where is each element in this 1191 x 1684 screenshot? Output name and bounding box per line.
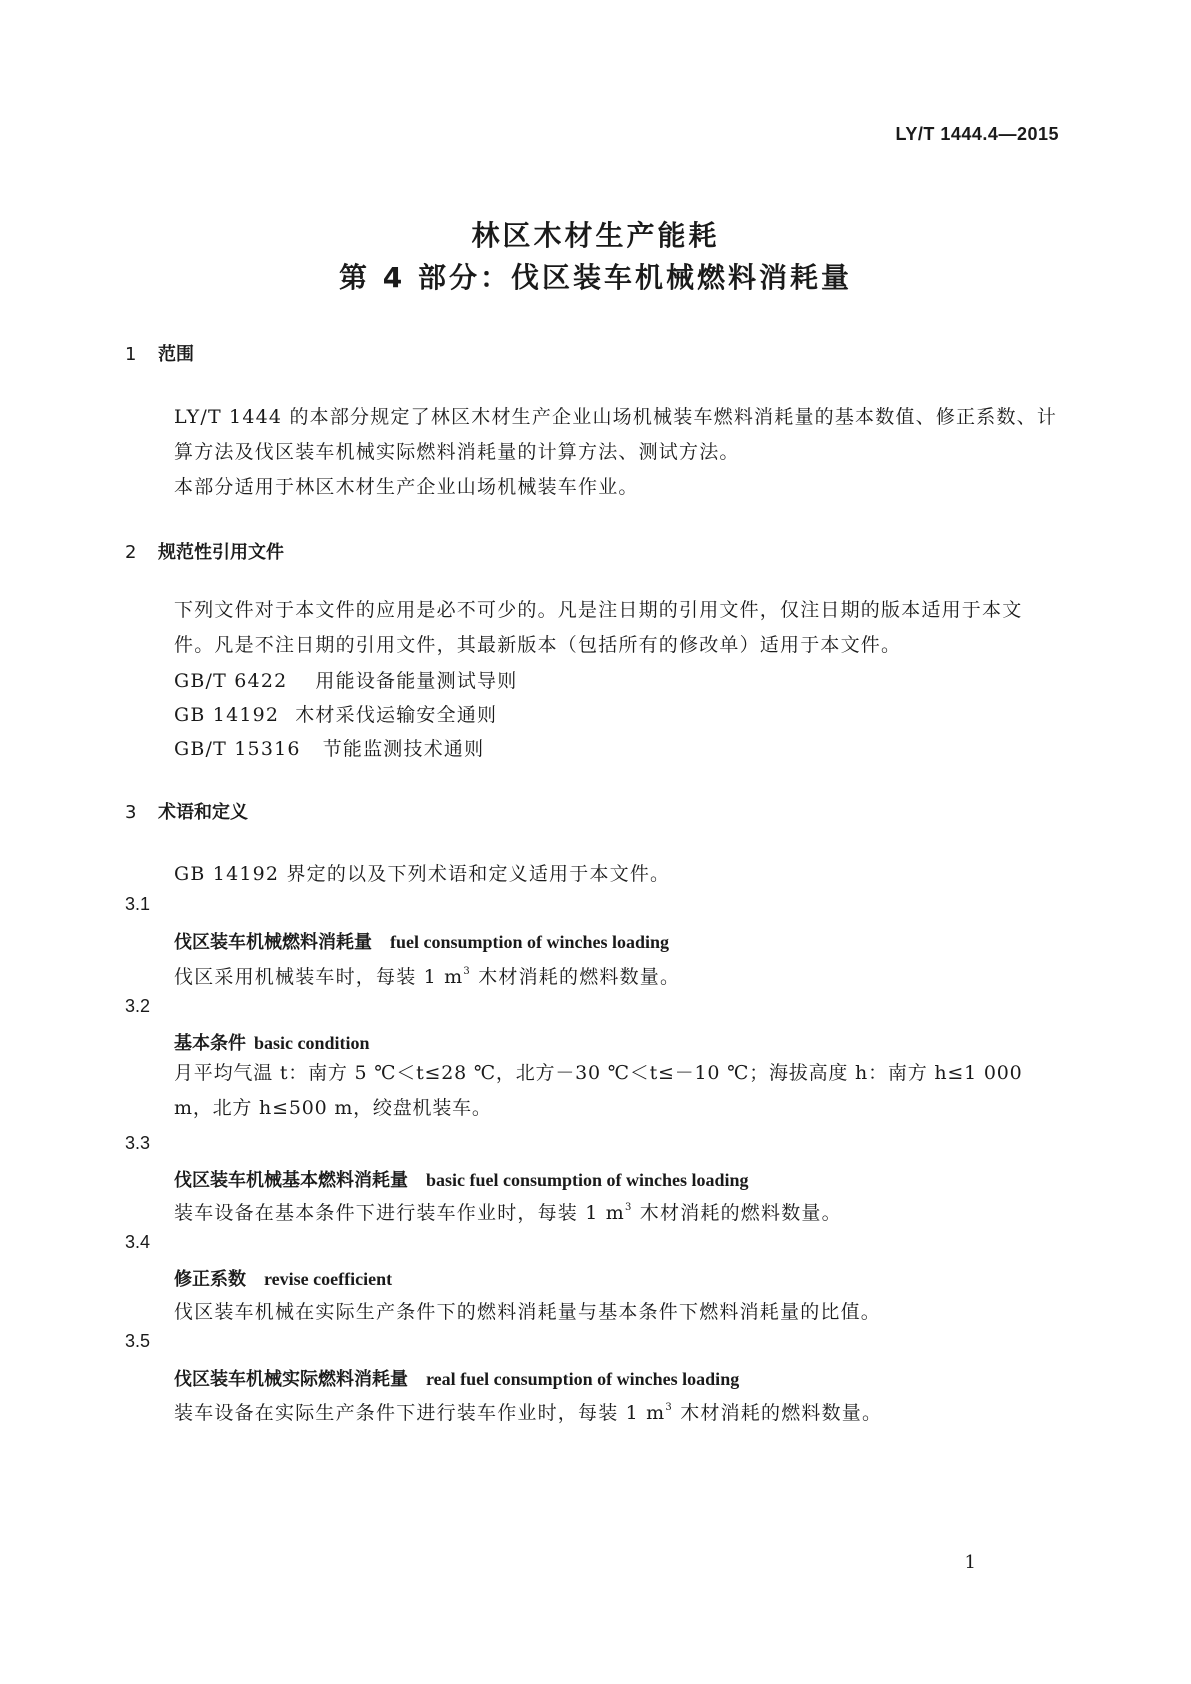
section-3-heading xyxy=(125,798,248,824)
term-zh: 伐区装车机械基本燃料消耗量 xyxy=(174,1170,408,1191)
term-en: basic condition xyxy=(254,1033,370,1053)
section-1-paragraph-1 xyxy=(130,400,1060,470)
standard-number: LY/T 1444.4—2015 xyxy=(895,124,1059,144)
superscript: 3 xyxy=(665,1402,673,1413)
paragraph-text: LY/T 1444 的本部分规定了林区木材生产企业山场机械装车燃料消耗量的基本数值、修正系数、计算方法及伐区装车机械实际燃料消耗量的计算方法、测试方法。 xyxy=(174,406,1058,463)
section-title: 规范性引用文件 xyxy=(158,542,284,563)
reference-title: 节能监测技术通则 xyxy=(322,738,485,760)
term-definition: 伐区装车机械在实际生产条件下的燃料消耗量与基本条件下燃料消耗量的比值。 xyxy=(174,1301,882,1323)
term-heading xyxy=(174,1265,392,1291)
section-title: 范围 xyxy=(158,344,194,365)
normative-reference xyxy=(174,734,484,761)
term-number: 3.2 xyxy=(125,996,151,1016)
definition-text: 伐区采用机械装车时，每装 1 m xyxy=(174,966,464,988)
superscript: 3 xyxy=(625,1202,633,1213)
term-heading xyxy=(174,1365,739,1391)
superscript: 3 xyxy=(463,966,471,977)
reference-code: GB/T 15316 xyxy=(174,738,301,760)
reference-code: GB/T 6422 xyxy=(174,670,288,692)
page-number: 1 xyxy=(964,1552,976,1573)
section-number: 2 xyxy=(125,542,137,563)
document-title-line1: 林区木材生产能耗 xyxy=(471,219,720,252)
term-en: basic fuel consumption of winches loading xyxy=(426,1170,749,1190)
term-number: 3.5 xyxy=(125,1331,151,1351)
definition-text: 装车设备在实际生产条件下进行装车作业时，每装 1 m xyxy=(174,1402,666,1424)
term-definition xyxy=(174,1198,842,1225)
section-number: 3 xyxy=(125,802,137,823)
term-en: real fuel consumption of winches loading xyxy=(426,1369,740,1389)
normative-reference xyxy=(174,700,497,727)
section-1-paragraph-2: 本部分适用于林区木材生产企业山场机械装车作业。 xyxy=(174,476,639,498)
section-3-intro: GB 14192 界定的以及下列术语和定义适用于本文件。 xyxy=(174,863,671,885)
term-zh: 伐区装车机械实际燃料消耗量 xyxy=(174,1369,408,1390)
definition-text: 木材消耗的燃料数量。 xyxy=(672,1402,883,1424)
term-en: revise coefficient xyxy=(264,1269,393,1289)
reference-title: 用能设备能量测试导则 xyxy=(315,670,518,692)
term-heading xyxy=(174,1029,370,1055)
term-definition xyxy=(174,1398,882,1425)
term-en: fuel consumption of winches loading xyxy=(390,932,670,952)
section-number: 1 xyxy=(125,344,137,365)
definition-text: 装车设备在基本条件下进行装车作业时，每装 1 m xyxy=(174,1202,625,1224)
term-number: 3.1 xyxy=(125,894,151,914)
term-heading xyxy=(174,1166,749,1192)
paragraph-text: 下列文件对于本文件的应用是必不可少的。凡是注日期的引用文件，仅注日期的版本适用于本文件。凡是不注日期的引用文件，其最新版本（包括所有的修改单）适用于本文件。 xyxy=(174,599,1023,656)
term-zh: 基本条件 xyxy=(174,1033,246,1054)
document-title-line2: 第 4 部分：伐区装车机械燃料消耗量 xyxy=(339,261,852,294)
section-title: 术语和定义 xyxy=(158,802,248,823)
section-2-heading xyxy=(125,538,284,564)
section-1-heading xyxy=(125,340,194,366)
definition-text: 月平均气温 t：南方 5 ℃＜t≤28 ℃，北方－30 ℃＜t≤－10 ℃；海拔高度 h：南方 h≤1 000 m，北方 h≤500 m，绞盘机装车。 xyxy=(174,1062,1023,1119)
term-number: 3.4 xyxy=(125,1232,151,1252)
definition-text: 木材消耗的燃料数量。 xyxy=(632,1202,842,1224)
definition-text: 木材消耗的燃料数量。 xyxy=(470,966,681,988)
term-heading xyxy=(174,928,669,954)
reference-title: 木材采伐运输安全通则 xyxy=(295,704,498,726)
term-definition xyxy=(130,1056,1060,1126)
term-zh: 伐区装车机械燃料消耗量 xyxy=(174,932,372,953)
term-zh: 修正系数 xyxy=(174,1269,246,1290)
term-number: 3.3 xyxy=(125,1133,151,1153)
normative-reference xyxy=(174,666,517,693)
term-definition xyxy=(174,962,680,989)
reference-code: GB 14192 xyxy=(174,704,280,726)
section-2-paragraph-1 xyxy=(130,593,1060,663)
